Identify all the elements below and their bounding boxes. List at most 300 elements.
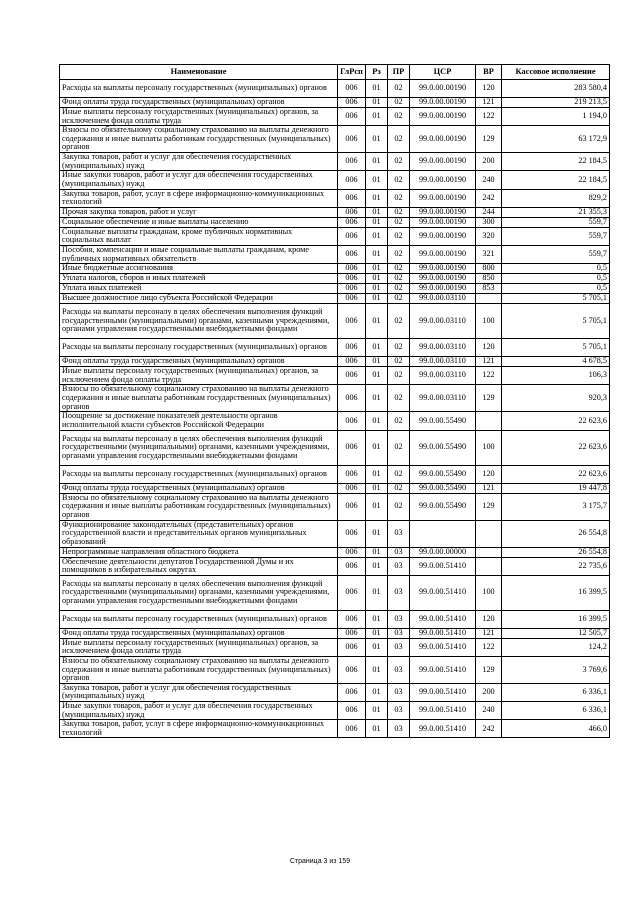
budget-execution-table bbox=[59, 64, 610, 738]
row-name: Закупка товаров, работ и услуг для обеспечения государственных (муниципальных) нужд bbox=[60, 683, 338, 701]
row-vr: 129 bbox=[476, 493, 502, 520]
table-row bbox=[60, 547, 610, 557]
row-pr: 02 bbox=[388, 465, 410, 483]
table-row bbox=[60, 720, 610, 738]
row-amount: 5 705,1 bbox=[502, 304, 610, 339]
row-vr: 850 bbox=[476, 274, 502, 284]
row-glrsp: 006 bbox=[338, 610, 366, 628]
table-row bbox=[60, 153, 610, 171]
row-rz: 01 bbox=[366, 656, 388, 683]
row-name: Иные выплаты персоналу государственных (муниципальных) органов, за исключением фонда оплаты труда bbox=[60, 367, 338, 385]
row-vr: 122 bbox=[476, 638, 502, 656]
row-rz: 01 bbox=[366, 274, 388, 284]
row-vr bbox=[476, 412, 502, 430]
row-name: Социальное обеспечение и иные выплаты населению bbox=[60, 217, 338, 227]
row-vr bbox=[476, 520, 502, 547]
table-row bbox=[60, 217, 610, 227]
row-glrsp: 006 bbox=[338, 339, 366, 357]
row-rz: 01 bbox=[366, 189, 388, 207]
row-pr: 02 bbox=[388, 264, 410, 274]
row-rz: 01 bbox=[366, 126, 388, 153]
row-vr: 300 bbox=[476, 217, 502, 227]
row-glrsp: 006 bbox=[338, 207, 366, 217]
row-pr: 02 bbox=[388, 108, 410, 126]
table-row bbox=[60, 284, 610, 294]
row-vr: 200 bbox=[476, 153, 502, 171]
row-amount: 829,2 bbox=[502, 189, 610, 207]
row-vr: 122 bbox=[476, 367, 502, 385]
row-rz: 01 bbox=[366, 171, 388, 189]
row-pr: 03 bbox=[388, 575, 410, 610]
row-amount: 0,5 bbox=[502, 274, 610, 284]
row-pr: 03 bbox=[388, 638, 410, 656]
row-csr: 99.0.00.00190 bbox=[410, 264, 476, 274]
table-row bbox=[60, 126, 610, 153]
table-row bbox=[60, 610, 610, 628]
row-name: Расходы на выплаты персоналу в целях обеспечения выполнения функций государственными (муниципальными) органами, казенными учреждениями, органами управления государственными внебюджетными фондами bbox=[60, 575, 338, 610]
row-csr: 99.0.00.55490 bbox=[410, 430, 476, 465]
row-csr: 99.0.00.55490 bbox=[410, 465, 476, 483]
row-glrsp: 006 bbox=[338, 189, 366, 207]
table-row bbox=[60, 367, 610, 385]
row-vr: 129 bbox=[476, 126, 502, 153]
row-vr: 200 bbox=[476, 683, 502, 701]
row-glrsp: 006 bbox=[338, 227, 366, 245]
row-pr: 02 bbox=[388, 294, 410, 304]
row-csr: 99.0.00.03110 bbox=[410, 294, 476, 304]
row-glrsp: 006 bbox=[338, 294, 366, 304]
row-name: Поощрение за достижение показателей деятельности органов исполнительной власти субъектов Российской Федерации bbox=[60, 412, 338, 430]
row-pr: 02 bbox=[388, 493, 410, 520]
row-csr: 99.0.00.03110 bbox=[410, 385, 476, 412]
row-amount: 1 194,0 bbox=[502, 108, 610, 126]
row-rz: 01 bbox=[366, 108, 388, 126]
row-csr: 99.0.00.00190 bbox=[410, 108, 476, 126]
row-vr: 121 bbox=[476, 357, 502, 367]
row-rz: 01 bbox=[366, 227, 388, 245]
row-vr: 129 bbox=[476, 385, 502, 412]
row-rz: 01 bbox=[366, 385, 388, 412]
row-name: Расходы на выплаты персоналу государственных (муниципальных) органов bbox=[60, 465, 338, 483]
row-pr: 02 bbox=[388, 483, 410, 493]
row-name: Взносы по обязательному социальному страхованию на выплаты денежного содержания и иные выплаты работникам государственных (муниципальных) органов bbox=[60, 493, 338, 520]
row-rz: 01 bbox=[366, 264, 388, 274]
row-glrsp: 006 bbox=[338, 357, 366, 367]
col-header-amount: Кассовое исполнение bbox=[502, 65, 610, 80]
row-vr bbox=[476, 547, 502, 557]
row-rz: 01 bbox=[366, 610, 388, 628]
row-name: Иные закупки товаров, работ и услуг для обеспечения государственных (муниципальных) нужд bbox=[60, 171, 338, 189]
table-row bbox=[60, 245, 610, 263]
table-row bbox=[60, 638, 610, 656]
row-pr: 02 bbox=[388, 357, 410, 367]
row-rz: 01 bbox=[366, 357, 388, 367]
row-rz: 01 bbox=[366, 153, 388, 171]
row-pr: 02 bbox=[388, 412, 410, 430]
row-csr: 99.0.00.00190 bbox=[410, 189, 476, 207]
row-rz: 01 bbox=[366, 412, 388, 430]
row-amount: 124,2 bbox=[502, 638, 610, 656]
row-amount: 559,7 bbox=[502, 245, 610, 263]
row-vr: 244 bbox=[476, 207, 502, 217]
row-glrsp: 006 bbox=[338, 284, 366, 294]
col-header-name: Наименование bbox=[60, 65, 338, 80]
row-amount: 4 678,5 bbox=[502, 357, 610, 367]
row-pr: 03 bbox=[388, 557, 410, 575]
row-name: Расходы на выплаты персоналу государственных (муниципальных) органов bbox=[60, 610, 338, 628]
row-pr: 02 bbox=[388, 153, 410, 171]
row-csr: 99.0.00.00190 bbox=[410, 80, 476, 98]
table-row bbox=[60, 80, 610, 98]
row-csr: 99.0.00.03110 bbox=[410, 357, 476, 367]
row-rz: 01 bbox=[366, 628, 388, 638]
row-name: Взносы по обязательному социальному страхованию на выплаты денежного содержания и иные выплаты работникам государственных (муниципальных) органов bbox=[60, 385, 338, 412]
row-rz: 01 bbox=[366, 339, 388, 357]
row-pr: 02 bbox=[388, 284, 410, 294]
page-number: Страница 3 из 159 bbox=[289, 858, 351, 865]
row-name: Расходы на выплаты персоналу в целях обеспечения выполнения функций государственными (муниципальными) органами, казенными учреждениями, органами управления государственными внебюджетными фондами bbox=[60, 304, 338, 339]
table-row bbox=[60, 339, 610, 357]
row-amount: 3 175,7 bbox=[502, 493, 610, 520]
row-csr: 99.0.00.55490 bbox=[410, 483, 476, 493]
table-row bbox=[60, 520, 610, 547]
row-vr: 121 bbox=[476, 483, 502, 493]
row-name: Иные выплаты персоналу государственных (муниципальных) органов, за исключением фонда оплаты труда bbox=[60, 108, 338, 126]
col-header-vr: ВР bbox=[476, 65, 502, 80]
row-vr: 242 bbox=[476, 189, 502, 207]
row-vr: 100 bbox=[476, 304, 502, 339]
row-glrsp: 006 bbox=[338, 628, 366, 638]
row-vr: 122 bbox=[476, 108, 502, 126]
row-rz: 01 bbox=[366, 207, 388, 217]
row-rz: 01 bbox=[366, 80, 388, 98]
row-csr: 99.0.00.00190 bbox=[410, 171, 476, 189]
row-glrsp: 006 bbox=[338, 575, 366, 610]
row-glrsp: 006 bbox=[338, 80, 366, 98]
row-name: Уплата иных платежей bbox=[60, 284, 338, 294]
table-row bbox=[60, 264, 610, 274]
col-header-pr: ПР bbox=[388, 65, 410, 80]
row-pr: 02 bbox=[388, 245, 410, 263]
report-page bbox=[59, 64, 609, 738]
row-pr: 02 bbox=[388, 171, 410, 189]
row-name: Высшее должностное лицо субъекта Российской Федерации bbox=[60, 294, 338, 304]
row-vr: 120 bbox=[476, 465, 502, 483]
row-vr: 853 bbox=[476, 284, 502, 294]
row-name: Социальные выплаты гражданам, кроме публичных нормативных социальных выплат bbox=[60, 227, 338, 245]
row-vr: 121 bbox=[476, 98, 502, 108]
table-row bbox=[60, 557, 610, 575]
row-rz: 01 bbox=[366, 367, 388, 385]
table-header-row bbox=[60, 65, 610, 80]
row-glrsp: 006 bbox=[338, 547, 366, 557]
row-vr bbox=[476, 294, 502, 304]
row-name: Иные выплаты персоналу государственных (муниципальных) органов, за исключением фонда оплаты труда bbox=[60, 638, 338, 656]
table-row bbox=[60, 465, 610, 483]
row-csr: 99.0.00.00190 bbox=[410, 227, 476, 245]
row-vr: 240 bbox=[476, 702, 502, 720]
row-csr: 99.0.00.00190 bbox=[410, 274, 476, 284]
row-csr: 99.0.00.51410 bbox=[410, 628, 476, 638]
table-row bbox=[60, 656, 610, 683]
row-csr: 99.0.00.00000 bbox=[410, 547, 476, 557]
row-amount: 22 184,5 bbox=[502, 153, 610, 171]
row-vr: 100 bbox=[476, 430, 502, 465]
row-amount: 3 769,6 bbox=[502, 656, 610, 683]
row-csr: 99.0.00.51410 bbox=[410, 683, 476, 701]
row-pr: 02 bbox=[388, 217, 410, 227]
row-csr: 99.0.00.51410 bbox=[410, 720, 476, 738]
row-pr: 03 bbox=[388, 683, 410, 701]
row-name: Расходы на выплаты персоналу в целях обеспечения выполнения функций государственными (муниципальными) органами, казенными учреждениями, органами управления государственными внебюджетными фондами bbox=[60, 430, 338, 465]
row-amount: 559,7 bbox=[502, 227, 610, 245]
row-csr: 99.0.00.00190 bbox=[410, 284, 476, 294]
row-csr: 99.0.00.00190 bbox=[410, 98, 476, 108]
row-rz: 01 bbox=[366, 430, 388, 465]
row-csr: 99.0.00.55490 bbox=[410, 493, 476, 520]
row-rz: 01 bbox=[366, 217, 388, 227]
row-glrsp: 006 bbox=[338, 702, 366, 720]
row-amount: 22 623,6 bbox=[502, 412, 610, 430]
table-row bbox=[60, 493, 610, 520]
row-glrsp: 006 bbox=[338, 264, 366, 274]
row-pr: 03 bbox=[388, 610, 410, 628]
row-vr: 121 bbox=[476, 628, 502, 638]
row-glrsp: 006 bbox=[338, 108, 366, 126]
row-glrsp: 006 bbox=[338, 385, 366, 412]
row-amount: 6 336,1 bbox=[502, 702, 610, 720]
row-glrsp: 006 bbox=[338, 171, 366, 189]
row-glrsp: 006 bbox=[338, 483, 366, 493]
col-header-rz: Рз bbox=[366, 65, 388, 80]
row-glrsp: 006 bbox=[338, 217, 366, 227]
table-row bbox=[60, 274, 610, 284]
table-row bbox=[60, 385, 610, 412]
row-amount: 63 172,9 bbox=[502, 126, 610, 153]
row-csr: 99.0.00.00190 bbox=[410, 153, 476, 171]
row-vr: 120 bbox=[476, 339, 502, 357]
table-row bbox=[60, 108, 610, 126]
row-rz: 01 bbox=[366, 465, 388, 483]
row-name: Фонд оплаты труда государственных (муниципальных) органов bbox=[60, 98, 338, 108]
row-amount: 219 213,5 bbox=[502, 98, 610, 108]
row-pr: 03 bbox=[388, 520, 410, 547]
row-vr: 800 bbox=[476, 264, 502, 274]
row-rz: 01 bbox=[366, 702, 388, 720]
table-row bbox=[60, 207, 610, 217]
row-name: Иные бюджетные ассигнования bbox=[60, 264, 338, 274]
row-glrsp: 006 bbox=[338, 245, 366, 263]
row-rz: 01 bbox=[366, 245, 388, 263]
row-csr: 99.0.00.00190 bbox=[410, 217, 476, 227]
row-rz: 01 bbox=[366, 98, 388, 108]
row-rz: 01 bbox=[366, 683, 388, 701]
row-name: Фонд оплаты труда государственных (муниципальных) органов bbox=[60, 357, 338, 367]
row-name: Закупка товаров, работ, услуг в сфере информационно-коммуникационных технологий bbox=[60, 720, 338, 738]
row-pr: 02 bbox=[388, 430, 410, 465]
row-name: Взносы по обязательному социальному страхованию на выплаты денежного содержания и иные выплаты работникам государственных (муниципальных) органов bbox=[60, 656, 338, 683]
row-amount: 21 355,3 bbox=[502, 207, 610, 217]
row-amount: 920,3 bbox=[502, 385, 610, 412]
row-csr: 99.0.00.03110 bbox=[410, 367, 476, 385]
table-row bbox=[60, 575, 610, 610]
row-vr: 321 bbox=[476, 245, 502, 263]
row-glrsp: 006 bbox=[338, 557, 366, 575]
row-amount: 466,0 bbox=[502, 720, 610, 738]
row-amount: 5 705,1 bbox=[502, 294, 610, 304]
table-row bbox=[60, 483, 610, 493]
row-glrsp: 006 bbox=[338, 520, 366, 547]
row-amount: 5 705,1 bbox=[502, 339, 610, 357]
row-name: Расходы на выплаты персоналу государственных (муниципальных) органов bbox=[60, 80, 338, 98]
row-glrsp: 006 bbox=[338, 304, 366, 339]
table-row bbox=[60, 628, 610, 638]
row-pr: 02 bbox=[388, 126, 410, 153]
row-rz: 01 bbox=[366, 483, 388, 493]
row-csr bbox=[410, 520, 476, 547]
row-pr: 02 bbox=[388, 274, 410, 284]
row-vr: 240 bbox=[476, 171, 502, 189]
row-vr: 100 bbox=[476, 575, 502, 610]
row-glrsp: 006 bbox=[338, 720, 366, 738]
table-row bbox=[60, 683, 610, 701]
row-csr: 99.0.00.03110 bbox=[410, 339, 476, 357]
table-row bbox=[60, 98, 610, 108]
row-pr: 03 bbox=[388, 656, 410, 683]
row-amount: 0,5 bbox=[502, 284, 610, 294]
row-csr: 99.0.00.51410 bbox=[410, 610, 476, 628]
row-vr: 129 bbox=[476, 656, 502, 683]
row-glrsp: 006 bbox=[338, 430, 366, 465]
table-row bbox=[60, 430, 610, 465]
row-name: Расходы на выплаты персоналу государственных (муниципальных) органов bbox=[60, 339, 338, 357]
row-pr: 02 bbox=[388, 80, 410, 98]
row-pr: 03 bbox=[388, 628, 410, 638]
row-pr: 02 bbox=[388, 385, 410, 412]
row-amount: 559,7 bbox=[502, 217, 610, 227]
row-glrsp: 006 bbox=[338, 412, 366, 430]
row-pr: 03 bbox=[388, 702, 410, 720]
row-rz: 01 bbox=[366, 520, 388, 547]
row-name: Закупка товаров, работ, услуг в сфере информационно-коммуникационных технологий bbox=[60, 189, 338, 207]
row-name: Фонд оплаты труда государственных (муниципальных) органов bbox=[60, 628, 338, 638]
row-amount: 22 623,6 bbox=[502, 430, 610, 465]
row-name: Фонд оплаты труда государственных (муниципальных) органов bbox=[60, 483, 338, 493]
row-amount: 16 399,5 bbox=[502, 610, 610, 628]
row-amount: 22 735,6 bbox=[502, 557, 610, 575]
table-row bbox=[60, 189, 610, 207]
table-row bbox=[60, 227, 610, 245]
row-rz: 01 bbox=[366, 493, 388, 520]
table-row bbox=[60, 357, 610, 367]
row-glrsp: 006 bbox=[338, 683, 366, 701]
row-glrsp: 006 bbox=[338, 126, 366, 153]
row-name: Закупка товаров, работ и услуг для обеспечения государственных (муниципальных) нужд bbox=[60, 153, 338, 171]
row-amount: 19 447,8 bbox=[502, 483, 610, 493]
row-rz: 01 bbox=[366, 575, 388, 610]
row-csr: 99.0.00.00190 bbox=[410, 126, 476, 153]
row-rz: 01 bbox=[366, 638, 388, 656]
row-name: Уплата налогов, сборов и иных платежей bbox=[60, 274, 338, 284]
row-csr: 99.0.00.00190 bbox=[410, 207, 476, 217]
row-rz: 01 bbox=[366, 284, 388, 294]
row-glrsp: 006 bbox=[338, 153, 366, 171]
row-amount: 6 336,1 bbox=[502, 683, 610, 701]
row-pr: 03 bbox=[388, 720, 410, 738]
table-row bbox=[60, 304, 610, 339]
row-amount: 26 554,8 bbox=[502, 520, 610, 547]
row-vr: 320 bbox=[476, 227, 502, 245]
row-vr bbox=[476, 557, 502, 575]
row-name: Непрограммные направления областного бюджета bbox=[60, 547, 338, 557]
row-amount: 22 184,5 bbox=[502, 171, 610, 189]
row-name: Обеспечение деятельности депутатов Государственной Думы и их помощников в избирательных округах bbox=[60, 557, 338, 575]
row-rz: 01 bbox=[366, 720, 388, 738]
col-header-glrsp: ГлРсп bbox=[338, 65, 366, 80]
row-amount: 16 399,5 bbox=[502, 575, 610, 610]
row-csr: 99.0.00.03110 bbox=[410, 304, 476, 339]
table-row bbox=[60, 702, 610, 720]
row-name: Прочая закупка товаров, работ и услуг bbox=[60, 207, 338, 217]
col-header-csr: ЦСР bbox=[410, 65, 476, 80]
row-amount: 106,3 bbox=[502, 367, 610, 385]
row-amount: 22 623,6 bbox=[502, 465, 610, 483]
row-glrsp: 006 bbox=[338, 656, 366, 683]
row-glrsp: 006 bbox=[338, 465, 366, 483]
row-pr: 02 bbox=[388, 227, 410, 245]
row-glrsp: 006 bbox=[338, 638, 366, 656]
row-name: Иные закупки товаров, работ и услуг для обеспечения государственных (муниципальных) нужд bbox=[60, 702, 338, 720]
row-amount: 0,5 bbox=[502, 264, 610, 274]
table-row bbox=[60, 171, 610, 189]
row-rz: 01 bbox=[366, 547, 388, 557]
row-pr: 02 bbox=[388, 207, 410, 217]
row-glrsp: 006 bbox=[338, 493, 366, 520]
row-pr: 03 bbox=[388, 547, 410, 557]
row-rz: 01 bbox=[366, 304, 388, 339]
row-glrsp: 006 bbox=[338, 367, 366, 385]
table-body bbox=[60, 80, 610, 738]
row-csr: 99.0.00.00190 bbox=[410, 245, 476, 263]
row-vr: 242 bbox=[476, 720, 502, 738]
row-pr: 02 bbox=[388, 304, 410, 339]
row-pr: 02 bbox=[388, 189, 410, 207]
row-vr: 120 bbox=[476, 610, 502, 628]
row-pr: 02 bbox=[388, 367, 410, 385]
row-pr: 02 bbox=[388, 98, 410, 108]
row-rz: 01 bbox=[366, 557, 388, 575]
row-vr: 120 bbox=[476, 80, 502, 98]
row-csr: 99.0.00.55490 bbox=[410, 412, 476, 430]
table-row bbox=[60, 294, 610, 304]
row-csr: 99.0.00.51410 bbox=[410, 557, 476, 575]
row-csr: 99.0.00.51410 bbox=[410, 638, 476, 656]
row-amount: 26 554,8 bbox=[502, 547, 610, 557]
row-csr: 99.0.00.51410 bbox=[410, 575, 476, 610]
row-pr: 02 bbox=[388, 339, 410, 357]
row-glrsp: 006 bbox=[338, 274, 366, 284]
row-amount: 283 580,4 bbox=[502, 80, 610, 98]
row-csr: 99.0.00.51410 bbox=[410, 656, 476, 683]
table-row bbox=[60, 412, 610, 430]
row-name: Функционирование законодательных (представительных) органов государственной власти и представительных органов муниципальных образований bbox=[60, 520, 338, 547]
row-amount: 12 505,7 bbox=[502, 628, 610, 638]
row-name: Пособия, компенсации и иные социальные выплаты гражданам, кроме публичных нормативных обязательств bbox=[60, 245, 338, 263]
row-csr: 99.0.00.51410 bbox=[410, 702, 476, 720]
row-glrsp: 006 bbox=[338, 98, 366, 108]
row-name: Взносы по обязательному социальному страхованию на выплаты денежного содержания и иные выплаты работникам государственных (муниципальных) органов bbox=[60, 126, 338, 153]
row-rz: 01 bbox=[366, 294, 388, 304]
